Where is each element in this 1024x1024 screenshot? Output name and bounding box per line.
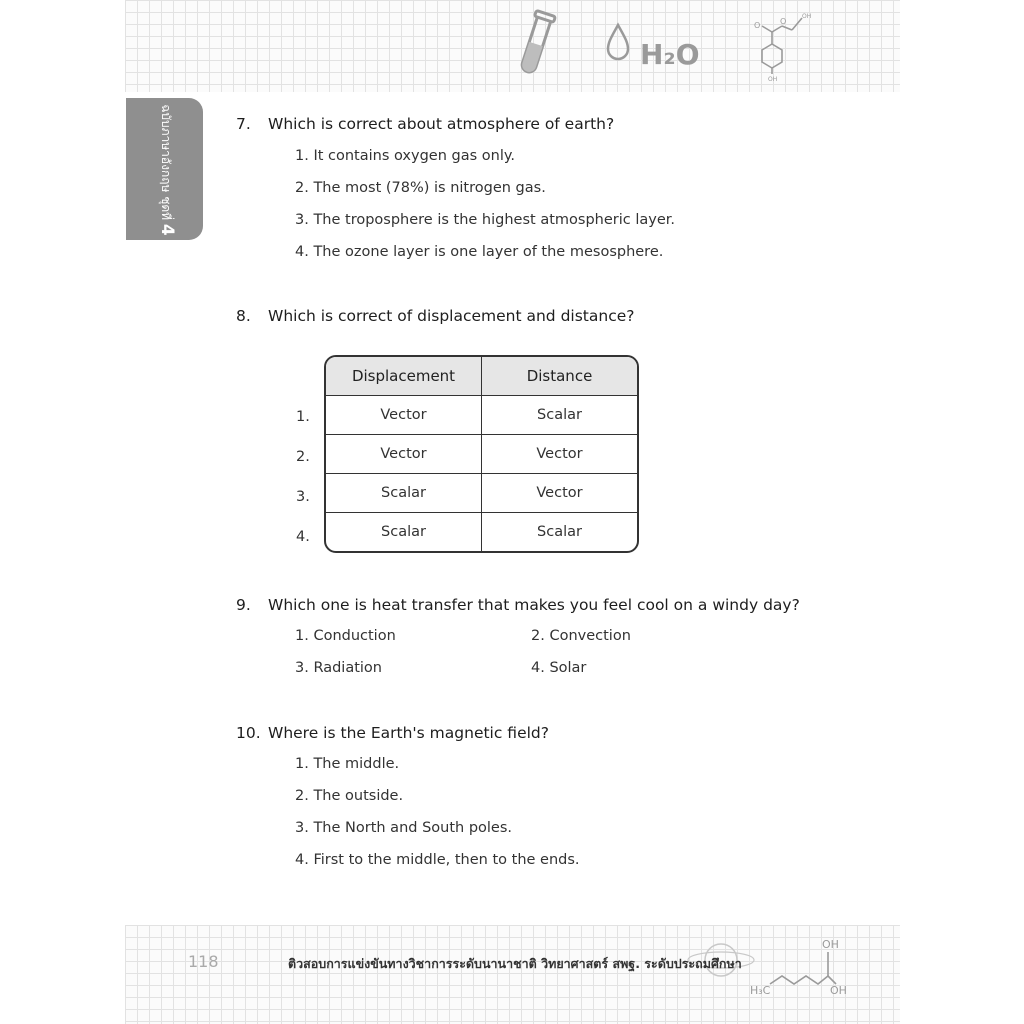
- footer-title: ติวสอบการแข่งขันทางวิชาการระดับนานาชาติ วิทยาศาสตร์ สพฐ. ระดับประถมศึกษา: [288, 956, 742, 971]
- question-9: [236, 596, 800, 614]
- option: 3. Radiation: [295, 660, 382, 676]
- question-number: 7.: [236, 115, 251, 133]
- question-text: Which is correct about atmosphere of earth?: [268, 115, 615, 133]
- molecule-chain-icon: [748, 934, 848, 1000]
- column-header: Distance: [482, 357, 637, 396]
- side-tab-text: ฉบับภาษาอังกฤษ ชุดที่: [159, 104, 173, 221]
- table-row: [326, 474, 637, 513]
- option: 4. Solar: [531, 660, 587, 676]
- question-number: 9.: [236, 596, 251, 614]
- option: 1. Conduction: [295, 628, 396, 644]
- option: 1. The middle.: [295, 756, 400, 772]
- table-cell: Vector: [326, 396, 482, 435]
- table-row: [326, 513, 637, 551]
- option: 2. The most (78%) is nitrogen gas.: [295, 180, 546, 196]
- question-text: Where is the Earth's magnetic field?: [268, 724, 549, 742]
- table-cell: Scalar: [537, 524, 582, 540]
- question-text: Which is correct of displacement and distance?: [268, 307, 635, 325]
- side-tab-label: [153, 99, 177, 241]
- option: 4. The ozone layer is one layer of the mesosphere.: [295, 244, 664, 260]
- table-cell: Scalar: [326, 474, 482, 513]
- question-text: Which one is heat transfer that makes you feel cool on a windy day?: [268, 596, 800, 614]
- table-cell: Vector: [482, 474, 637, 513]
- page-number: 118: [188, 952, 219, 971]
- side-tab-number: 4: [157, 223, 177, 236]
- table-row-number: 1.: [296, 409, 310, 425]
- question-10: [236, 724, 549, 742]
- table-row: [326, 435, 637, 474]
- svg-text:OH: OH: [802, 13, 812, 20]
- table-row: [326, 396, 637, 435]
- table-cell: Vector: [482, 435, 637, 474]
- table-row-number: 4.: [296, 529, 310, 545]
- option: 1. It contains oxygen gas only.: [295, 148, 515, 164]
- h2o-label: H₂O: [640, 38, 700, 71]
- table-cell: Vector: [326, 435, 482, 474]
- option: 2. Convection: [531, 628, 631, 644]
- table-header-row: [326, 357, 637, 396]
- option: 3. The troposphere is the highest atmospheric layer.: [295, 212, 675, 228]
- option: 3. The North and South poles.: [295, 820, 513, 836]
- svg-text:O: O: [780, 17, 787, 26]
- question-number: 8.: [236, 307, 251, 325]
- table-row-number: 2.: [296, 449, 310, 465]
- hydroxyl-label-bottom: OH: [830, 984, 847, 997]
- question-7: [236, 115, 614, 133]
- question-8: [236, 307, 634, 325]
- table-cell: Scalar: [482, 396, 637, 435]
- svg-text:O: O: [754, 21, 761, 30]
- test-tube-icon: [512, 8, 560, 80]
- molecule-structure-icon: [742, 6, 818, 82]
- methyl-label: H₃C: [750, 984, 771, 997]
- question-number: 10.: [236, 724, 261, 742]
- svg-text:OH: OH: [768, 76, 778, 82]
- table-row-number: 3.: [296, 489, 310, 505]
- hydroxyl-label-top: OH: [822, 938, 839, 951]
- water-drop-icon: [604, 22, 632, 62]
- option: 4. First to the middle, then to the ends.: [295, 852, 580, 868]
- answer-table: [324, 355, 639, 553]
- column-header: Displacement: [326, 357, 482, 396]
- option: 2. The outside.: [295, 788, 404, 804]
- table-cell: Scalar: [326, 513, 482, 551]
